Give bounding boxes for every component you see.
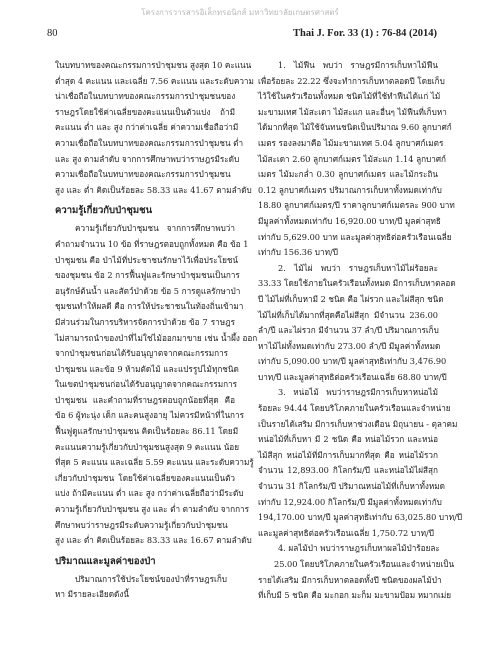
text-line: จำนวน 31 กิโลกรัม/ปี ปริมาณหน่อไม้ที่เก็บหาทั้งหมด	[258, 481, 445, 492]
paragraph	[55, 221, 258, 548]
text-line: 18.80 ลูกบาศก์เมตร/ปี ราคาลูกบาศก์เมตรละ 900 บาท	[258, 200, 455, 211]
text-line: ที่เก็บมี 5 ชนิด คือ มะกอก มะก็ม มะขามป้อม หมากเม่ย	[258, 590, 452, 601]
text-line: หน่อไม้ที่เก็บหา มี 2 ชนิด คือ หน่อไม้รวก และหน่อ	[258, 434, 438, 445]
text-line: ที่สุด 5 คะแนน และเฉลี่ย 5.59 คะแนน และระดับความรู้	[55, 457, 254, 468]
text-line: ความเชื่อถือในบทบาทของคณะกรรมการป่าชุมชน ต่ำ	[55, 137, 244, 148]
text-line: ข้อ 6 ผู้ทะนุ่ง เด็ก และคนสูงอายุ ไม่ควรมีหน้าที่ในการ	[55, 410, 244, 421]
paragraph	[55, 58, 254, 198]
text-line: หาไม้ไผ่ทั้งหมดเท่ากับ 273.00 ลำ/ปี มีมูลค่าทั้งหมด	[258, 340, 441, 351]
text-line: จำนวน 12,893.00 กิโลกรัม/ปี และหน่อไม้ไผ่สีสุก	[258, 465, 438, 476]
left-column	[55, 58, 258, 603]
section-heading: ความรู้เกี่ยวกับป่าชุมชน	[55, 205, 153, 217]
text-line: ศึกษาพบว่าราษฎรมีระดับความรู้เกี่ยวกับป่าชุมชน	[55, 519, 228, 530]
text-line: มีส่วนร่วมในการบริหารจัดการป่าด้วย ข้อ 7 ราษฎร	[55, 316, 235, 327]
text-line: ได้มากที่สุด ไม้ใช้จันทนชนิดเป็นปริมาณ 9.60 ลูกบาศก์	[258, 122, 452, 133]
text-line: ความรู้เกี่ยวกับป่าชุมชน สูง และ ต่ำ ตามลำดับ จากการ	[55, 504, 250, 515]
text-line: สูง และ ต่ำ คิดเป็นร้อยละ 58.33 และ 41.67 ตามลำดับ	[55, 184, 252, 195]
text-line: ในบทบาทของคณะกรรมการป่าชุมชน สูงสุด 10 คะแนน	[55, 60, 252, 70]
text-line: ป่าชุมชน และข้อ 9 ห้ามตัดไม้ และแปรรูปไม้ทุกชนิด	[55, 363, 239, 374]
text-line: ราษฎรโดยใช้ค่าเฉลี่ยของคะแนนเป็นตัวแบ่ง ถ้ามี	[55, 106, 235, 117]
text-line: 0.12 ลูกบาศก์เมตร ปริมาณการเก็บหาทั้งหมดเท่ากับ	[258, 184, 442, 195]
text-line: เพื่อร้อยละ 22.22 ซึ่งจะทำการเก็บหาตลอดปี โดยเก็บ	[258, 75, 445, 86]
text-line: 33.33 โดยใช้ภายในครัวเรือนทั้งหมด มีการเก็บหาตลอด	[258, 278, 456, 289]
text-line: คะแนนความรู้เกี่ยวกับป่าชุมชนสูงสุด 9 คะแนน น้อย	[55, 441, 240, 452]
text-line: เท่ากับ 5,090.00 บาท/ปี มูลค่าสุทธิเท่ากับ 3,476.90	[258, 356, 447, 367]
text-line: ป่าชุมชน และคำถามที่ราษฎรตอบถูกน้อยที่สุด คือ	[55, 394, 235, 405]
text-line: ความรู้เกี่ยวกับป่าชุมชน จากการศึกษาพบว่า	[75, 223, 235, 234]
text-line: จากป่าชุมชนก่อนได้รับอนุญาตจากคณะกรรมการ	[55, 348, 229, 359]
text-line: ปริมาณการใช้ประโยชน์ของป่าที่ราษฎรเก็บ	[75, 573, 227, 584]
text-line: 194,170.00 บาท/ปี มูลค่าสุทธิเท่ากับ 63,025.80 บาท/ปี	[258, 512, 463, 523]
text-line: และ สูง ตามลำดับ จากการศึกษาพบว่าราษฎรมีระดับ	[55, 153, 240, 164]
right-column	[258, 58, 463, 604]
text-line: ในเขตป่าชุมชนก่อนได้รับอนุญาตจากคณะกรรมการ	[55, 379, 238, 390]
text-line: หา มีรายละเอียดดังนี้	[55, 589, 129, 600]
text-line: ไม่สามารถนำของป่าที่ไม่ใช่ไม้ออกมาขาย เช่น น้ำผึ้ง ออก	[55, 332, 258, 343]
text-line: บาท/ปี และมูลค่าสุทธิต่อครัวเรือนเฉลี่ย 68.80 บาท/ปี	[258, 371, 447, 382]
text-line: ปี ไม้ไผ่ที่เก็บหามี 2 ชนิด คือ ไผ่รวก และไผ่สีสุก ชนิด	[258, 293, 444, 304]
section-heading: ปริมาณและมูลค่าของป่า	[55, 555, 156, 567]
text-line: ชุมชนทำให้ผลดี คือ การให้ประชาชนในท้องถิ่นเข้ามา	[55, 301, 244, 312]
text-line: ของชุมชน ข้อ 2 การฟื้นฟูและรักษาป่าชุมชนเป็นการ	[55, 270, 240, 281]
text-line: 1. ไม้ฟืน พบว่า ราษฎรมีการเก็บหาไม้ฟืน	[278, 60, 438, 70]
text-line: ป่าชุมชน คือ ป่าไม้ที่ประชาชนรักษาไว้เพื่อประโยชน์	[55, 254, 239, 265]
text-line: ไม้ไผ่ที่เก็บได้มากที่สุดคือไผ่สีสุก มีจำนวน 236.00	[258, 309, 438, 320]
text-line: เท่ากับ 12,924.00 กิโลกรัม/ปี มีมูลค่าทั้งหมดเท่ากับ	[258, 496, 442, 507]
text-line: เป็นรายได้เสริม มีการเก็บหาช่วงเดือน มิถุนายน - ตุลาคม	[258, 418, 458, 429]
page-header	[47, 28, 437, 42]
paragraph	[258, 541, 455, 603]
text-line: และมูลค่าสุทธิต่อครัวเรือนเฉลี่ย 1,750.72 บาท/ปี	[258, 527, 434, 538]
text-line: อนุรักษ์ต้นน้ำ และสัตว์ป่าด้วย ข้อ 5 การดูแลรักษาป่า	[55, 285, 241, 296]
text-line: น่าเชื่อถือในบทบาทของคณะกรรมการป่าชุมชนของ	[55, 91, 236, 102]
text-line: เมตร รองลงมาคือ ไม้มะขามเทศ 5.04 ลูกบาศก์เมตร	[258, 137, 444, 148]
text-line: เท่ากับ 156.36 บาท/ปี	[258, 247, 338, 258]
text-line: 2. ไม้ไผ่ พบว่า ราษฎรเก็บหาไม้ไผ่ร้อยละ	[278, 262, 438, 273]
paragraph	[55, 572, 235, 603]
text-line: 4. ผลไม้ป่า พบว่าราษฎรเก็บหาผลไม้ป่าร้อยละ	[278, 543, 440, 554]
paragraph	[258, 261, 456, 386]
text-line: เกี่ยวกับป่าชุมชน โดยใช้ค่าเฉลี่ยของคะแนนเป็นตัว	[55, 472, 235, 483]
watermark: โครงการวารสารอิเล็กทรอนิกส์ มหาวิทยาลัยเกษตรศาสตร์	[141, 8, 339, 17]
text-line: คำถามจำนวน 10 ข้อ ที่ราษฎรตอบถูกทั้งหมด คือ ข้อ 1	[55, 238, 249, 249]
text-line: คะแนน ต่ำ และ สูง กว่าค่าเฉลี่ย ค่าความเชื่อถือว่ามี	[55, 122, 239, 133]
text-line: เท่ากับ 5,629.00 บาท และมูลค่าสุทธิต่อครัวเรือนเฉลี่ย	[258, 231, 452, 242]
text-line: ไม้สะเดา 2.60 ลูกบาศก์เมตร ไม้สะแก 1.14 ลูกบาศก์	[258, 153, 446, 164]
paragraph	[258, 385, 463, 541]
journal-reference: Thai J. For. 33 (1) : 76-84 (2014)	[293, 28, 437, 39]
text-line: เมตร ไม้มะกล่ำ 0.30 ลูกบาศก์เมตร และไม้กระถิน	[258, 169, 438, 180]
text-line: ไว้ใช้ในครัวเรือนทั้งหมด ชนิดไม้ที่ใช้ทำฟืนได้แก่ ไม้	[258, 91, 441, 102]
text-line: รายได้เสริม มีการเก็บหาตลอดทั้งปี ชนิดของผลไม้ป่า	[258, 574, 442, 585]
text-line: ร้อยละ 94.44 โดยบริโภคภายในครัวเรือนและจำหน่าย	[258, 403, 451, 414]
text-line: 3. หน่อไม้ พบว่าราษฎรมีการเก็บหาหน่อไม้	[278, 387, 438, 398]
text-line: ฟื้นฟูดูแลรักษาป่าชุมชน คิดเป็นร้อยละ 86.11 โดยมี	[55, 426, 239, 437]
text-line: ความเชื่อถือในบทบาทของคณะกรรมการป่าชุมชน	[55, 169, 231, 180]
text-line: สูง และ ต่ำ คิดเป็นร้อยละ 83.33 และ 16.67 ตามลำดับ	[55, 535, 252, 546]
text-line: ต่ำสุด 4 คะแนน และเฉลี่ย 7.56 คะแนน และระดับความ	[55, 75, 254, 86]
text-line: 25.00 โดยบริโภคภายในครัวเรือนและจำหน่ายเป็น	[274, 559, 455, 569]
text-line: มีมูลค่าทั้งหมดเท่ากับ 16,920.00 บาท/ปี มูลค่าสุทธิ	[258, 215, 441, 226]
text-line: ลำ/ปี และไผ่รวก มีจำนวน 37 ลำ/ปี ปริมาณการเก็บ	[258, 325, 439, 336]
text-line: มะขามเทศ ไม้สะเดา ไม้สะแก และอื่นๆ ไม้ฟืนที่เก็บหา	[258, 106, 447, 117]
text-line: ไม้สีสุก หน่อไม้ที่มีการเก็บมากที่สุด คือ หน่อไม้รวก	[258, 449, 438, 460]
text-line: แบ่ง ถ้ามีคะแนน ต่ำ และ สูง กว่าค่าเฉลี่ยถือว่ามีระดับ	[55, 488, 244, 499]
page-number: 80	[47, 28, 58, 39]
paragraph	[258, 58, 455, 261]
